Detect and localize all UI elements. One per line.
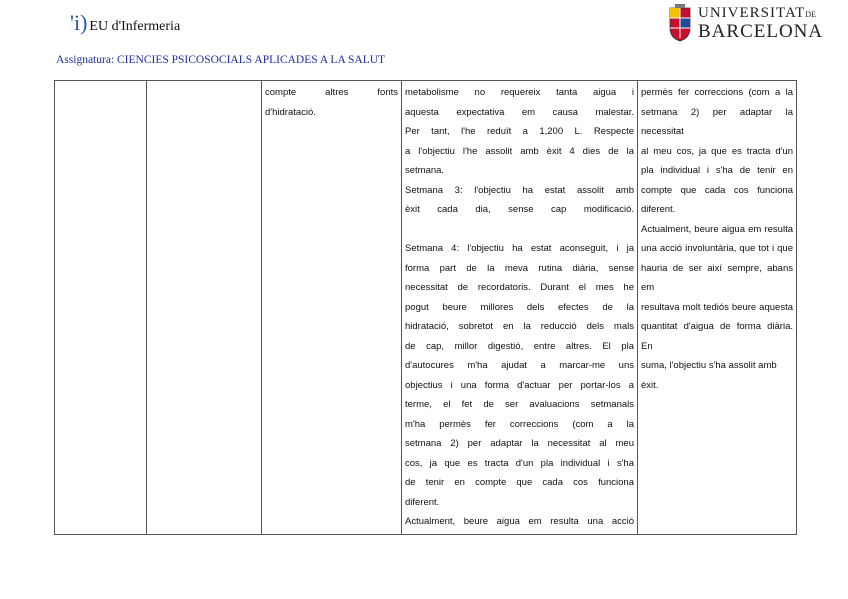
- text-line: terme, el fet de ser avaluacions setmanals: [405, 399, 634, 410]
- text-line: compte que cada cos funciona: [641, 184, 793, 196]
- text-line: èxit cada dia, sense cap modificació.: [405, 204, 634, 215]
- text-line: setmana 2) per adaptar la necessitat: [641, 106, 793, 137]
- text-line: diferent.: [641, 204, 676, 215]
- text-line: suma, l'objectiu s'ha assolit amb èxit.: [641, 360, 777, 391]
- text-line: objectius i una forma d'actuar per portar-los a: [405, 379, 634, 391]
- university-name-de: DE: [805, 9, 816, 19]
- text-line: d'autocures m'ha ajudat a marcar-me uns: [405, 360, 634, 371]
- text-line: Actualment, beure aigua em resulta: [641, 223, 793, 235]
- subject-value: : CIENCIES PSICOSOCIALS APLICADES A LA SALUT: [110, 54, 386, 66]
- text-line: metabolisme no requereix tanta aigua i: [405, 87, 634, 98]
- text-line: de cap, millor digestió, entre altres. El pla: [405, 340, 634, 352]
- text-line: [405, 220, 634, 240]
- text-line: Setmana 4: l'objectiu ha estat aconseguit, i ja: [405, 243, 634, 254]
- text-line: pla individual i s'ha de tenir en: [641, 165, 793, 176]
- table-cell-col2: [147, 81, 262, 535]
- text-line: cos, ja que es tracta d'un pla individual i s'ha: [405, 457, 634, 469]
- text-line: compte altres fonts: [265, 87, 398, 98]
- text-line: quantitat d'aigua de forma diària. En: [641, 321, 793, 352]
- text-line: Per tant, l'he reduït a 1,200 L. Respecte: [405, 126, 634, 137]
- subject-label: Assignatura: [56, 54, 111, 66]
- text-line: setmana 2) per adaptar la necessitat al meu: [405, 438, 634, 449]
- text-line: a l'objectiu l'he assolit amb èxit 4 dies de la: [405, 145, 634, 157]
- text-line: hidratació, sobretot en la reducció dels mals: [405, 321, 634, 332]
- text-line: Setmana 3: l'objectiu ha estat assolit amb: [405, 184, 634, 196]
- table-cell-col5: [638, 81, 797, 535]
- text-line: setmana.: [405, 165, 445, 176]
- content-table: [54, 80, 797, 535]
- university-name-line1: UNIVERSITAT: [698, 4, 806, 21]
- table-cell-col4: [402, 81, 638, 535]
- university-name-line2: BARCELONA: [698, 20, 824, 42]
- text-line: de tenir en compte que cada cos funciona: [405, 477, 634, 488]
- university-crest-icon: [668, 4, 692, 42]
- school-logo: [70, 10, 180, 36]
- table-cell-col3: [262, 81, 402, 535]
- university-logo: [668, 4, 823, 42]
- table-cell-col1: [55, 81, 147, 535]
- subject-heading: [56, 54, 385, 66]
- text-line: permès fer correccions (com a la: [641, 87, 793, 98]
- text-line: diferent.: [405, 496, 440, 508]
- text-line: resultava molt tediós beure aquesta: [641, 301, 793, 313]
- text-line: d'hidratació.: [265, 106, 316, 118]
- text-line: Actualment, beure aigua em resulta una acció: [405, 516, 634, 527]
- school-logo-mark: 'i): [70, 10, 88, 35]
- text-line: al meu cos, ja que es tracta d'un: [641, 145, 793, 157]
- text-line: una acció involuntària, que tot i que: [641, 243, 793, 254]
- text-line: hauria de ser així sempre, abans em: [641, 262, 793, 293]
- table-row: [55, 81, 797, 535]
- text-line: forma part de la meva rutina diària, sense: [405, 262, 634, 274]
- text-line: necessitat de recordatoris. Durant el mes he: [405, 282, 634, 293]
- text-line: m'ha permès fer correccions (com a la: [405, 418, 634, 430]
- text-line: aquesta expectativa em causa malestar.: [405, 106, 634, 118]
- school-name: EU d'Infermeria: [89, 19, 181, 34]
- text-line: pogut beure millores dels efectes de la: [405, 301, 634, 313]
